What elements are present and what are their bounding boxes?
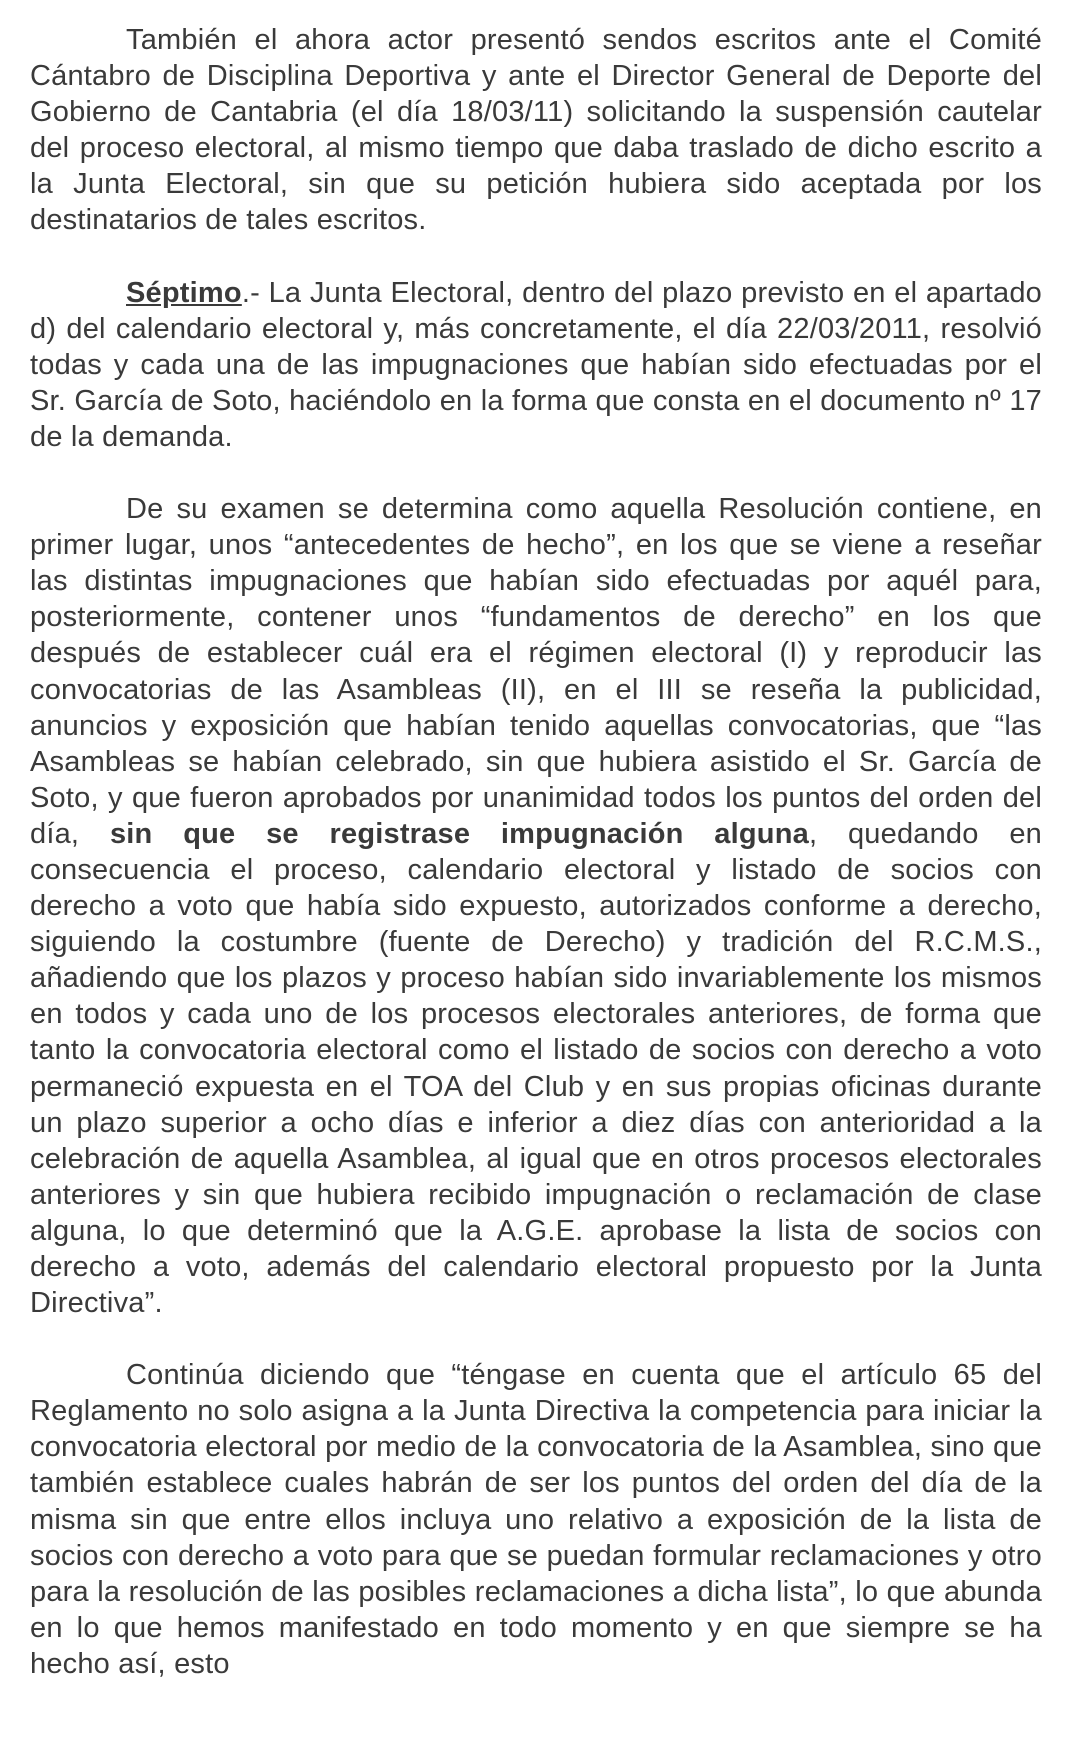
document-body	[30, 22, 1042, 1682]
paragraph-spacer	[30, 1321, 1042, 1357]
paragraph-escritos	[30, 22, 1042, 239]
paragraph-spacer	[30, 239, 1042, 275]
paragraph-septimo	[30, 275, 1042, 455]
paragraph-text-before: De su examen se determina como aquella Resolución contiene, en primer lugar, unos “antecedentes de hecho”, en los que se viene a reseñar las distintas impugnaciones que habían sido efectuadas por aquél para, posteriormente, contener unos “fundamentos de derecho” en los que después de establecer cuál era el régimen electoral (I) y reproducir las convocatorias de las Asambleas (II), en el III se reseña la publicidad, anuncios y exposición que habían tenido aquellas convocatorias, que “las Asambleas se habían celebrado, sin que hubiera asistido el Sr. García de Soto, y que fueron aprobados por unanimidad todos los puntos del orden del día,	[30, 493, 1042, 850]
paragraph-continua	[30, 1357, 1042, 1682]
paragraph-text-after: , quedando en consecuencia el proceso, calendario electoral y listado de socios con derecho a voto que había sido expuesto, autorizados conforme a derecho, siguiendo la costumbre (fuente de Derecho) y tradición del R.C.M.S., añadiendo que los plazos y proceso habían sido invariablemente los mismos en todos y cada uno de los procesos electorales anteriores, de forma que tanto la convocatoria electoral como el listado de socios con derecho a voto permaneció expuesta en el TOA del Club y en sus propias oficinas durante un plazo superior a ocho días e inferior a diez días con anterioridad a la celebración de aquella Asamblea, al igual que en otros procesos electorales anteriores y sin que hubiera recibido impugnación o reclamación de clase alguna, lo que determinó que la A.G.E. aprobase la lista de socios con derecho a voto, además del calendario electoral propuesto por la Junta Directiva”.	[30, 817, 1042, 1320]
bold-emphasis: sin que se registrase impugnación alguna	[109, 817, 809, 850]
paragraph-text: .- La Junta Electoral, dentro del plazo previsto en el apartado d) del calendario electoral y, más concretamente, el día 22/03/2011, resolvió todas y cada una de las impugnaciones que habían sido efectuadas por el Sr. García de Soto, haciéndolo en la forma que consta en el documento nº 17 de la demanda.	[30, 276, 1042, 453]
paragraph-text: Continúa diciendo que “téngase en cuenta que el artículo 65 del Reglamento no solo asigna a la Junta Directiva la competencia para iniciar la convocatoria electoral por medio de la convocatoria de la Asamblea, sino que también establece cuales habrán de ser los puntos del orden del día de la misma sin que entre ellos incluya uno relativo a exposición de la lista de socios con derecho a voto para que se puedan formular reclamaciones y otro para la resolución de las posibles reclamaciones a dicha lista”, lo que abunda en lo que hemos manifestado en todo momento y en que siempre se ha hecho así, esto	[30, 1359, 1042, 1680]
paragraph-examen	[30, 491, 1042, 1321]
paragraph-spacer	[30, 455, 1042, 491]
section-heading-septimo: Séptimo	[126, 276, 242, 309]
paragraph-text: También el ahora actor presentó sendos escritos ante el Comité Cántabro de Disciplina Deportiva y ante el Director General de Deporte del Gobierno de Cantabria (el día 18/03/11) solicitando la suspensión cautelar del proceso electoral, al mismo tiempo que daba traslado de dicho escrito a la Junta Electoral, sin que su petición hubiera sido aceptada por los destinatarios de tales escritos.	[30, 24, 1042, 237]
